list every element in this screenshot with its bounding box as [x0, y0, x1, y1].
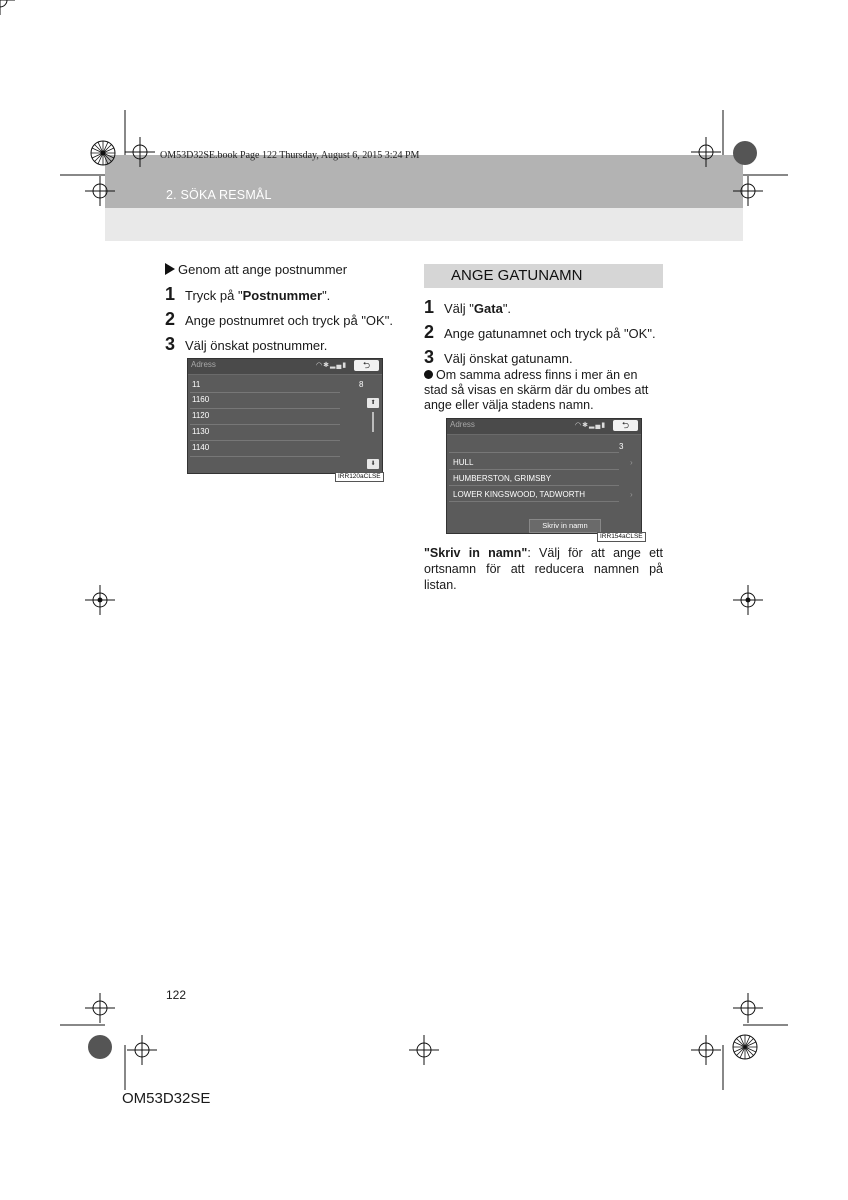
list-item[interactable]: LOWER KINGSWOOD, TADWORTH: [453, 490, 586, 499]
crosshair-mark-icon: [733, 176, 763, 206]
document-code: OM53D32SE: [122, 1090, 211, 1107]
step-text: Välj önskat postnummer.: [185, 338, 328, 353]
crosshair-mark-icon: [125, 137, 155, 167]
step-number: 2: [424, 322, 435, 342]
list-item[interactable]: 1120: [192, 411, 210, 420]
step-text: Ange postnumret och tryck på "OK".: [185, 313, 393, 328]
screen-title: Adress: [191, 360, 216, 369]
note-text: Om samma adress finns i mer än en stad så visas en skärm där du ombes att ange eller välja stadens namn.: [424, 368, 649, 412]
list-item[interactable]: 1140: [192, 443, 210, 452]
step-text: Ange gatunamnet och tryck på "OK".: [444, 326, 656, 341]
list-item[interactable]: 1160: [192, 395, 210, 404]
back-button[interactable]: ⮌: [613, 420, 638, 431]
result-count: 8: [359, 380, 364, 389]
step-bold-term: Gata: [473, 301, 503, 316]
page-number: 122: [166, 988, 187, 1002]
chevron-right-icon: ›: [630, 490, 633, 499]
street-name-heading-text: ANGE GATUNAMN: [451, 267, 583, 284]
step-number: 2: [165, 309, 176, 329]
step-number: 1: [424, 297, 435, 317]
chevron-right-icon: ›: [630, 458, 633, 467]
step-text: Välj ": [444, 301, 474, 316]
crosshair-mark-icon: [691, 137, 721, 167]
bluetooth-icon: ✱: [582, 422, 589, 429]
step-text-end: ".: [502, 301, 512, 316]
scroll-up-button[interactable]: ⬆: [367, 398, 379, 408]
wifi-icon: ◠: [575, 422, 583, 429]
figure-code: IRR154aCLSE: [597, 532, 646, 542]
star-target-mark-icon: [733, 1035, 757, 1059]
step-number: 3: [424, 347, 435, 367]
enter-name-button[interactable]: Skriv in namn: [529, 519, 601, 533]
step-bold-term: Postnummer: [242, 288, 323, 303]
battery-icon: ▮: [342, 362, 348, 369]
description-text: : Välj för att ange ett ortsnamn för att reducera namnen på listan.: [424, 546, 663, 592]
figure-code: IRR120aCLSE: [335, 472, 384, 482]
list-item[interactable]: 11: [192, 380, 201, 389]
postcode-heading-text: Genom att ange postnummer: [178, 262, 348, 277]
crosshair-mark-icon: [85, 176, 115, 206]
step-number: 1: [165, 284, 176, 304]
gray-target-mark-icon: [733, 141, 757, 165]
crosshair-mark-icon: [691, 1035, 721, 1065]
step-text: Välj önskat gatunamn.: [444, 351, 573, 366]
crosshair-mark-icon: [127, 1035, 157, 1065]
battery-icon: ▮: [601, 422, 607, 429]
list-item[interactable]: HULL: [453, 458, 474, 467]
signal-icon: ▂▄: [588, 422, 602, 429]
crosshair-mark-icon: [409, 1035, 439, 1065]
list-item[interactable]: 1130: [192, 427, 210, 436]
star-target-mark-icon: [91, 141, 115, 165]
result-count: 3: [619, 442, 624, 451]
enter-name-term: "Skriv in namn": [424, 546, 528, 560]
crosshair-mark-icon: [85, 993, 115, 1023]
signal-icon: ▂▄: [329, 362, 343, 369]
section-title: 2. SÖKA RESMÅL: [166, 188, 272, 202]
bluetooth-icon: ✱: [323, 362, 330, 369]
scroll-down-button[interactable]: ⬇: [367, 459, 379, 469]
book-info-line: OM53D32SE.book Page 122 Thursday, August 6, 2015 3:24 PM: [160, 150, 420, 161]
step-text: Tryck på ": [185, 288, 243, 303]
step-number: 3: [165, 334, 176, 354]
step-text-end: ".: [322, 288, 331, 303]
wifi-icon: ◠: [316, 362, 324, 369]
list-item[interactable]: HUMBERSTON, GRIMSBY: [453, 474, 552, 483]
screen-title: Adress: [450, 420, 475, 429]
back-button[interactable]: ⮌: [354, 360, 379, 371]
crosshair-mark-icon: [733, 993, 763, 1023]
gray-target-mark-icon: [88, 1035, 112, 1059]
